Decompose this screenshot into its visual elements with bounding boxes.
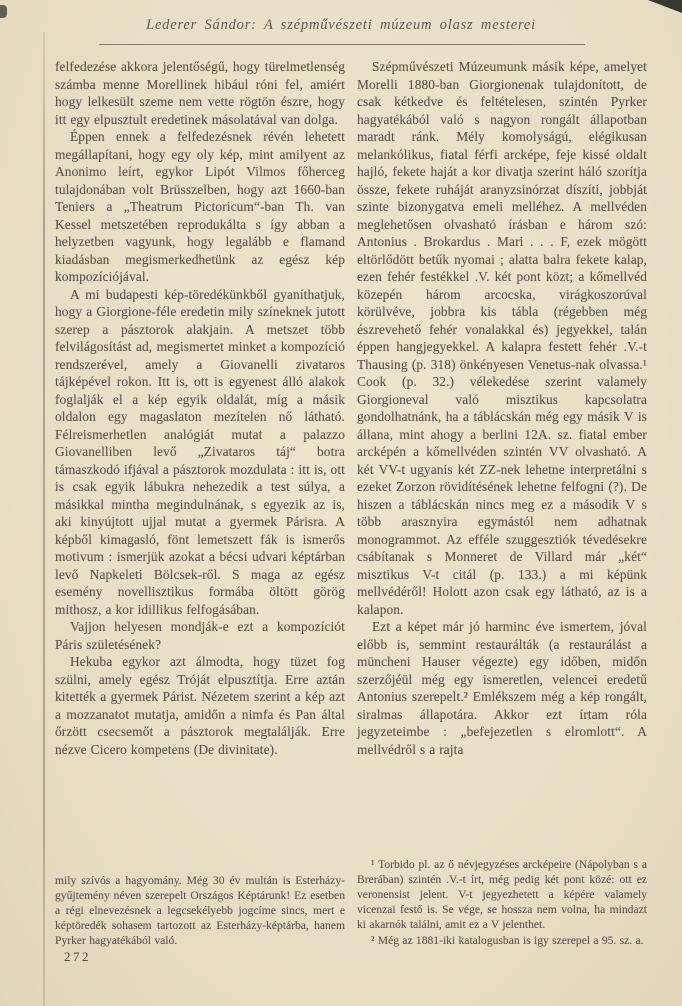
left-column xyxy=(55,58,345,948)
right-column xyxy=(357,58,647,948)
scan-artifact-top-right xyxy=(648,0,682,13)
running-header: Lederer Sándor: A szépművészeti múzeum olasz mesterei xyxy=(146,17,536,33)
paragraph: Szépművészeti Múzeumunk másik képe, amelyet Morelli 1880-ban Giorgionenak tulajdonított, de csak kétkedve és feltételesen, szintén Pyrker hagyatékából való s nagyon rongált állapotban maradt ránk. Mély komolyságú, elégikusan melankólikus, fiatal férfi arcképe, feje kissé oldalt hajló, fekete haját a kor divatja szerint háló szorítja össze, fekete ruháját aranyzsinórzat díszíti, jobbját szinte bizonygatva emeli melléhez. A mellvéden meglehetősen olvasható írásban e három szó: Antonius . Brokardus . Mari . . . F, ezek mögött eltörlődött betűk nyomai ; alatta balra fekete kalap, ezen fehér festékkel .V. két pont közt; a kőmellvéd közepén három arcocska, virágkoszorúval körülvéve, jobbra kis tábla (régebben még észrevehető fehér vonalakkal és) jegyekkel, talán éppen hangjegyekkel. A kalapra festett fehér .V.-t Thausing (p. 318) önkényesen Venetus-nak olvassa.¹ Cook (p. 32.) vélekedése szerint valamely Giorgioneval való misztikus kapcsolatra gondolhatnánk, ha a táblácskán még egy másik V is állana, mint ahogy a berlini 12A. sz. fiatal ember arcképén a kőmellvéden szintén VV olvasható. A két VV-t ugyanis két ZZ-nek lehetne interpretálni s ezeket Zorzon rövidítésének lehetne felfogni (?). De hiszen a táblácskán nincs meg ez a második V s több arasznyira egymástól nem adhatnak monogrammot. Az efféle szuggesztiók tévedésekre csábítanak s Monneret de Villard már „két“ misztikus V-t citál (p. 133.) a mi képünk mellvédéről! Holott azon csak egy látható, az is a kalapon. xyxy=(357,59,647,617)
footnote: ¹ Torbido pl. az ő névjegyzéses arcképeire (Nápolyban s a Brerában) szintén .V.-t írt, még pedig két pont közé: ott ez veronensist jelent. V-t jegyezhetett a képére valamely vicenzai festő is. Se vége, se hossza nem volna, ha mindazt ki akarnók találni, amit ez a V jelenthet. xyxy=(357,858,647,931)
footnote: mily szívós a hagyomány. Még 30 év multán is Esterházy-gyűjtemény néven szerepelt Országos Képtárunk! Ez esetben a régi elnevezésnek a legcsekélyebb jogcíme sincs, mert e képtöredék sohasem tartozott az Esterházy-képtárba, hanem Pyrker hagyatékából való. xyxy=(55,874,345,947)
header-rule xyxy=(99,44,585,45)
text-columns xyxy=(55,58,647,948)
paragraph: Éppen ennek a felfedezésnek révén lehetett megállapítani, hogy egy oly kép, mint amilyent az Anonimo leírt, egykor Lipót Vilmos főherceg tulajdonában volt Brüsszelben, hogy azt 1660-ban Teniers a „Theatrum Pictoricum“-ban Th. van Kessel metszetében reprodukálta s így abban a helyzetben vagyunk, hogy legalább e flamand kiadásban megismerkedhetünk az egész kép kompozíciójával. xyxy=(55,129,345,284)
left-footnote-block xyxy=(55,873,345,948)
paragraph: Vajjon helyesen mondják-e ezt a kompozíciót Páris születésének? xyxy=(55,619,345,652)
page-fold-line xyxy=(43,32,45,1006)
paragraph: Hekuba egykor azt álmodta, hogy tüzet fog szülni, amely egész Tróját elpusztítja. Erre aztán kitették a gyermek Párist. Nézetem szerint a kép azt a mozzanatot mutatja, amidőn a nimfa és Pan által őrzött csecsemőt a pásztorok megtalálják. Erre nézve Cicero kompetens (De divinitate). xyxy=(55,654,345,757)
footnote: ² Még az 1881-iki katalogusban is igy szerepel a 95. sz. a. xyxy=(371,934,644,947)
paragraph: Ezt a képet már jó harminc éve ismertem, jóval előbb is, semmint restaurálták (a restaurálást a müncheni Hauser végezte) egy időben, midőn szerzőjéül még egy ismeretlen, velencei eredetű Antonius szerepelt.² Emlékszem még a kép rongált, siralmas állapotára. Akkor ezt írtam róla jegyzeteimbe : „befejezetlen s elromlott“. A mellvédről s a rajta xyxy=(357,619,647,757)
right-footnote-block xyxy=(357,857,647,948)
page-number: 272 xyxy=(64,949,91,964)
paragraph: A mi budapesti kép-töredékünkből gyaníthatjuk, hogy a Giorgione-féle eredetin mily színeknek jutott szerep a pásztorok alakjain. A metszet több felvilágosítást ad, megismertet minket a kompozíció rendszerével, amely a Giovanelli zivataros tájképével rokon. Itt is, ott is egyenest álló alakok foglalják el a kép egyik oldalát, míg a másik oldalon egy magaslaton mezítelen nő látható. Félreismerhetlen analógiát mutat a palazzo Giovanelliben levő „Zivataros táj“ botra támaszkodó ifjával a pásztorok mozdulata : itt is, ott is csak egyik lábukra nehezedik a test súlya, a másikkal mintha megindulnának, s egyezik az is, aki kinyújtott ujjal mutat a gyermek Párisra. A képből kimagasló, fönt lemetszett fák is ismerős motivum : ismerjük azokat a bécsi udvari képtárban levő Napkeleti Bölcsek-ről. S maga az egész esemény novellisztikus formába öltött görög mithosz, a kor idillikus felfogásában. xyxy=(55,286,345,617)
paragraph: felfedezése akkora jelentőségű, hogy türelmetlenség számba menne Morellinek hibául róni fel, amiért hogy lelkesült szeme nem vette rögtön észre, hogy itt egy elpusztult eredetinek másolatával van dolga. xyxy=(55,59,345,127)
